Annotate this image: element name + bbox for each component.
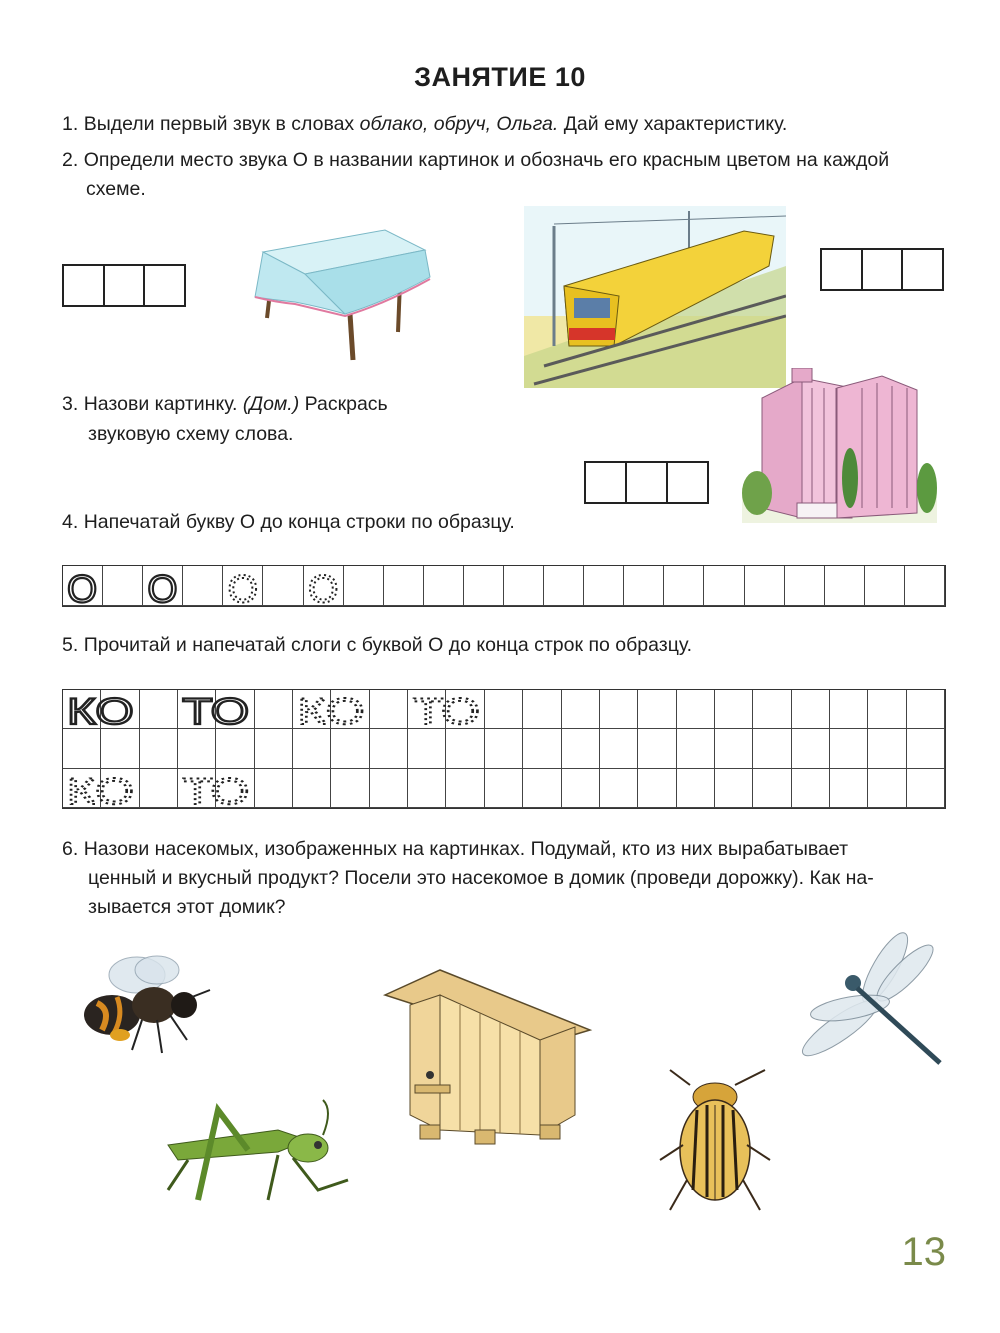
task-6-line2: ценный и вкусный продукт? Посели это насекомое в домик (проведи дорожку). Как на- <box>88 867 874 889</box>
scheme-cell[interactable] <box>903 250 942 289</box>
syllable-dotted: КО <box>297 691 365 732</box>
page-number: 13 <box>901 1230 946 1274</box>
scheme-cell[interactable] <box>105 266 146 305</box>
page-title: ЗАНЯТИЕ 10 <box>414 62 586 92</box>
task-3-text-after: Раскрась <box>299 393 388 415</box>
scheme-cell[interactable] <box>145 266 184 305</box>
dragonfly-picture <box>795 928 945 1068</box>
task-1-number: 1. <box>62 113 79 135</box>
train-picture <box>524 206 786 388</box>
scheme-cell[interactable] <box>64 266 105 305</box>
task-4 <box>62 508 515 537</box>
task-3-line2: звуковую схему слова. <box>88 423 294 445</box>
syllable-dotted: КО <box>67 771 134 809</box>
scheme-cell[interactable] <box>668 463 707 502</box>
task-2-line2: схеме. <box>86 178 146 200</box>
task-1-text-before: Выдели первый звук в словах <box>83 113 360 135</box>
scheme-cell[interactable] <box>586 463 627 502</box>
task-1-text-after: Дай ему характеристику. <box>558 113 788 135</box>
colorado-beetle-picture <box>655 1065 775 1215</box>
sound-scheme-table[interactable] <box>62 264 186 307</box>
letter-o-sample: О <box>67 568 98 607</box>
task-6-line3: зывается этот домик? <box>88 896 286 918</box>
task-5-text: Прочитай и напечатай слоги с буквой О до конца строк по образцу. <box>83 634 693 656</box>
syllable-sample: ТО <box>182 691 250 732</box>
syllable-samples <box>62 689 946 809</box>
task-5-number: 5. <box>62 634 79 656</box>
sound-scheme-house[interactable] <box>584 461 709 504</box>
task-2-number: 2. <box>62 149 79 171</box>
sound-scheme-train[interactable] <box>820 248 944 291</box>
scheme-cell[interactable] <box>822 250 863 289</box>
letter-o-dotted: О <box>227 568 258 607</box>
task-2-line1: Определи место звука О в названии картинок и обозначь его красным цветом на каждой <box>83 149 890 171</box>
letter-o-sample: О <box>147 568 178 607</box>
task-1-words: облако, обруч, Ольга. <box>359 113 559 135</box>
task-3-line1 <box>62 390 388 419</box>
grasshopper-picture <box>158 1090 358 1210</box>
syllable-dotted: ТО <box>412 691 480 732</box>
syllable-dotted: ТО <box>182 771 250 809</box>
table-picture <box>245 222 435 362</box>
syllable-sample: КО <box>67 691 134 732</box>
letter-o-dotted: О <box>308 568 339 607</box>
bee-picture <box>62 945 212 1060</box>
task-4-text: Напечатай букву О до конца строки по образцу. <box>83 511 515 533</box>
task-3-text-before: Назови картинку. <box>83 393 243 415</box>
scheme-cell[interactable] <box>627 463 668 502</box>
task-2 <box>62 146 962 175</box>
task-1 <box>62 110 962 139</box>
letter-o-samples <box>62 565 946 607</box>
task-4-number: 4. <box>62 511 79 533</box>
building-picture <box>742 368 937 523</box>
task-3-hint: (Дом.) <box>242 393 300 415</box>
task-6-line1 <box>62 835 948 864</box>
task-6-text1: Назови насекомых, изображенных на картинках. Подумай, кто из них вырабатывает <box>83 838 848 860</box>
task-5 <box>62 631 692 660</box>
beehive-picture <box>380 965 595 1150</box>
scheme-cell[interactable] <box>863 250 904 289</box>
task-6-number: 6. <box>62 838 79 860</box>
task-3-number: 3. <box>62 393 79 415</box>
